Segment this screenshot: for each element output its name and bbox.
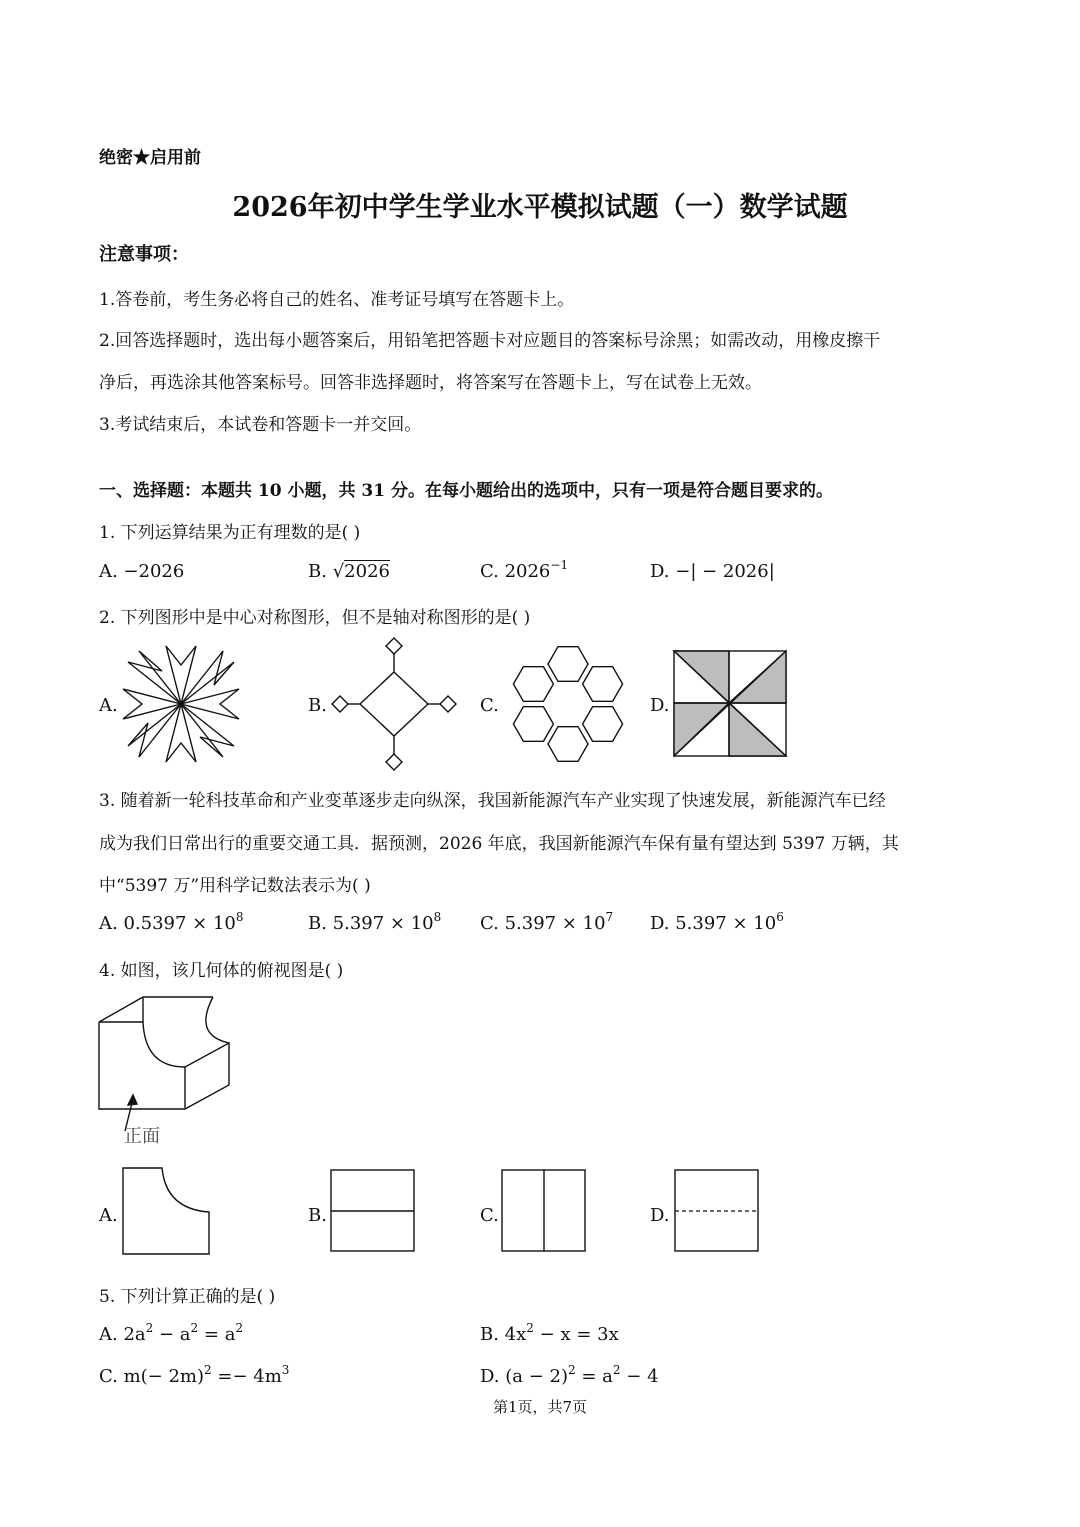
- q5-option-d: [480, 1363, 659, 1387]
- q3-option-d-text: D. 5.397 × 10: [650, 913, 777, 934]
- q3-option-d: [650, 910, 784, 934]
- section-heading: 一、选择题：本题共 10 小题，共 31 分。在每小题给出的选项中，只有一项是符合题目要求的。: [99, 481, 833, 501]
- q4-label-c: C.: [480, 1205, 499, 1226]
- q1-option-c-exp: −1: [550, 558, 569, 572]
- notice-item: 净后，再选涂其他答案标号。回答非选择题时，将答案写在答题卡上，写在试卷上无效。: [99, 373, 762, 393]
- q3-option-c: [480, 910, 614, 934]
- q4-label-d: D.: [650, 1205, 670, 1226]
- hexagon-shape: [583, 667, 623, 702]
- notice-item: 3.考试结束后，本试卷和答题卡一并交回。: [99, 415, 422, 435]
- q3-option-a: [99, 910, 244, 934]
- q5-d-part: − 4: [620, 1366, 659, 1387]
- q5-c-exp: 2: [204, 1363, 212, 1377]
- q3-stem-line: 3. 随着新一轮科技革命和产业变革逐步走向纵深，我国新能源汽车产业实现了快速发展，新能源汽车已经: [99, 791, 886, 811]
- q5-stem: 5. 下列计算正确的是( ): [99, 1287, 276, 1307]
- q5-option-b: [480, 1321, 619, 1345]
- pinwheel-figure-icon: [673, 650, 787, 757]
- q2-stem: 2. 下列图形中是中心对称图形，但不是轴对称图形的是( ): [99, 608, 531, 628]
- solid-figure-icon: [97, 995, 235, 1113]
- hexagon-shape: [583, 707, 623, 742]
- hexagon-shape: [548, 647, 588, 682]
- q5-a-exp: 2: [235, 1321, 244, 1335]
- q5-b-exp: 2: [526, 1321, 534, 1335]
- notice-heading: 注意事项：: [99, 244, 189, 265]
- q1-option-c-text: C. 2026: [480, 561, 551, 582]
- q5-a-part: = a: [198, 1324, 236, 1345]
- q1-option-b: [308, 561, 390, 582]
- q5-a-part: A. 2a: [99, 1324, 146, 1345]
- star-figure-icon: [120, 643, 242, 765]
- q3-stem-line: 成为我们日常出行的重要交通工具．据预测，2026 年底，我国新能源汽车保有量有望达到 5397 万辆，其: [99, 834, 899, 854]
- q2-label-c: C.: [480, 695, 499, 716]
- top-view-d-icon: [674, 1169, 760, 1253]
- hexagon-shape: [513, 667, 553, 702]
- q1-option-a: A. −2026: [99, 561, 185, 582]
- q3-option-c-exp: 7: [605, 910, 614, 924]
- q1-option-b-label: B.: [308, 561, 327, 582]
- q3-option-c-text: C. 5.397 × 10: [480, 913, 606, 934]
- notice-item: 1.答卷前，考生务必将自己的姓名、准考证号填写在答题卡上。: [99, 290, 575, 310]
- front-face-label: 正面: [124, 1126, 160, 1147]
- q5-d-exp: 2: [568, 1363, 576, 1377]
- q2-label-b: B.: [308, 695, 327, 716]
- q1-option-c: [480, 558, 569, 582]
- q5-a-exp: 2: [145, 1321, 154, 1335]
- q4-stem: 4. 如图，该几何体的俯视图是( ): [99, 961, 344, 981]
- q4-label-b: B.: [308, 1205, 327, 1226]
- q3-option-b-text: B. 5.397 × 10: [308, 913, 434, 934]
- notice-item: 2.回答选择题时，选出每小题答案后，用铅笔把答题卡对应题目的答案标号涂黑；如需改动，用橡皮擦干: [99, 331, 881, 351]
- page-footer: 第1页，共7页: [492, 1398, 588, 1416]
- q5-b-part: − x = 3x: [533, 1324, 619, 1345]
- q2-label-a: A.: [99, 695, 118, 716]
- q5-d-part: = a: [575, 1366, 613, 1387]
- q5-c-exp: 3: [281, 1363, 290, 1377]
- secret-label: 绝密★启用前: [99, 148, 201, 168]
- q5-option-c: [99, 1363, 290, 1387]
- sqrt-sign-icon: √: [332, 561, 345, 582]
- q3-option-d-exp: 6: [776, 910, 784, 924]
- q1-option-b-value: 2026: [344, 561, 390, 582]
- q3-option-b: [308, 910, 442, 934]
- q5-d-exp: 2: [612, 1363, 621, 1377]
- hexagon-shape: [513, 707, 553, 742]
- q4-label-a: A.: [99, 1205, 118, 1226]
- q5-a-part: − a: [153, 1324, 191, 1345]
- hexagon-ring-figure-icon: [500, 645, 636, 763]
- q5-d-part: D. (a − 2): [480, 1366, 568, 1387]
- q1-stem: 1. 下列运算结果为正有理数的是( ): [99, 523, 361, 543]
- q1-option-d: D. −| − 2026|: [650, 561, 775, 582]
- hexagon-shape: [548, 727, 588, 762]
- top-view-a-icon: [122, 1167, 212, 1255]
- q5-option-a: [99, 1321, 244, 1345]
- q5-c-part: C. m(− 2m): [99, 1366, 205, 1387]
- q3-option-a-text: A. 0.5397 × 10: [99, 913, 236, 934]
- q5-c-part: =− 4m: [211, 1366, 282, 1387]
- q2-label-d: D.: [650, 695, 670, 716]
- q3-option-a-exp: 8: [235, 910, 244, 924]
- page-title: 2026年初中学生学业水平模拟试题（一）数学试题: [232, 192, 848, 223]
- q5-a-exp: 2: [190, 1321, 199, 1335]
- diamond-figure-icon: [330, 636, 458, 772]
- q5-b-part: B. 4x: [480, 1324, 527, 1345]
- top-view-c-icon: [501, 1169, 587, 1253]
- q3-option-b-exp: 8: [433, 910, 442, 924]
- top-view-b-icon: [330, 1169, 416, 1253]
- q3-stem-line: 中“5397 万”用科学记数法表示为( ): [99, 876, 371, 896]
